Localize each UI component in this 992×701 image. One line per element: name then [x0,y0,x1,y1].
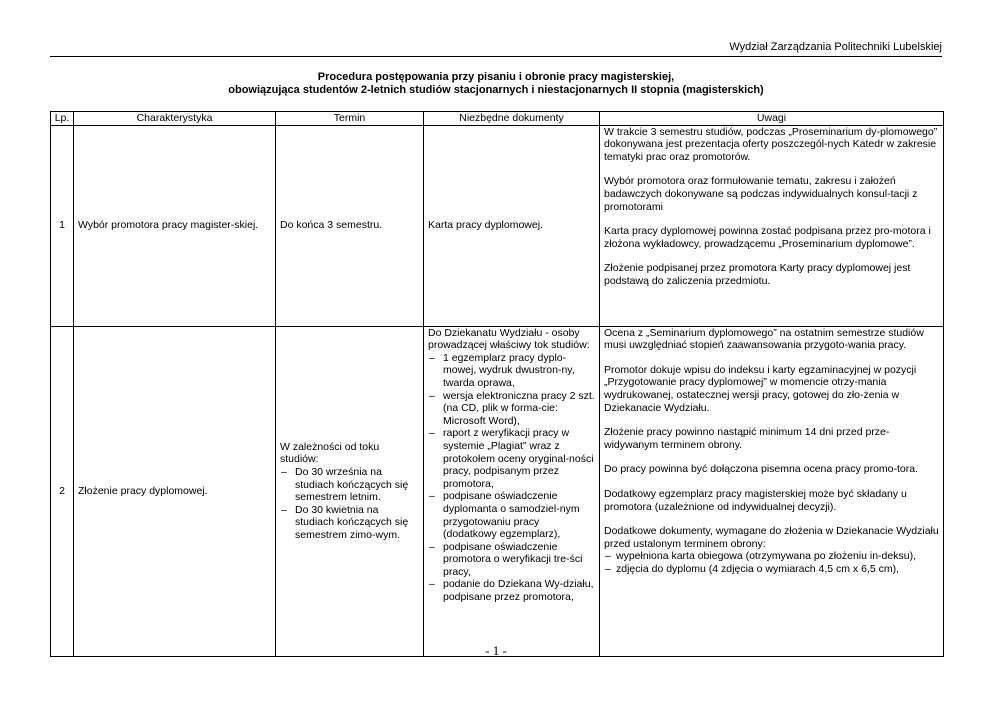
title-line-2: obowiązująca studentów 2-letnich studiów stacjonarnych i niestacjonarnych II stopnia (magisterskich) [228,84,764,96]
row2-uwagi-p5: Dodatkowy egzemplarz pracy magisterskiej może być składany u promotora (uzależnione od indywidualnej decyzji). [604,487,907,513]
row2-uwagi-p1: Ocena z „Seminarium dyplomowego” na ostatnim semestrze studiów musi uwzględniać stopień zaawansowania przygoto-wania pracy. [604,326,924,352]
list-item: – Do 30 września na studiach kończących się semestrem letnim. [280,466,419,504]
list-item: – zdjęcia do dyplomu (4 zdjęcia o wymiarach 4,5 cm x 6,5 cm), [604,563,939,576]
page-header: Wydział Zarządzania Politechniki Lubelskiej [729,41,942,53]
row2-termin [276,326,424,656]
row1-uwagi-p2: Wybór promotora oraz formułowanie tematu, zakresu i założeń badawczych dokonywane są podczas indywidualnych konsul-tacji z promotorami [604,175,918,213]
row2-docs-intro: Do Dziekanatu Wydziału - osoby prowadzącej właściwy tok studiów: [428,326,590,352]
title-line-1: Procedura postępowania przy pisaniu i obronie pracy magisterskiej, [317,71,675,83]
row2-uwagi [600,326,944,656]
list-item: – wersja elektroniczna pracy 2 szt. (na CD, plik w forma-cie: Microsoft Word), [428,390,595,428]
col-header-charakterystyka: Charakterystyka [74,112,276,126]
col-header-uwagi: Uwagi [600,112,944,126]
list-item: – podpisane oświadczenie promotora o weryfikacji tre-ści pracy, [428,541,595,579]
row1-charakterystyka: Wybór promotora pracy magister-skiej. [74,125,276,326]
list-item: – raport z weryfikacji pracy w systemie „Plagiat” wraz z protokołem oceny oryginal-ności pracy, podpisanym przez promotora, [428,427,595,490]
table-header-row [51,112,944,126]
row1-uwagi-p1: W trakcie 3 semestru studiów, podczas „Proseminarium dy-plomowego” dokonywana jest prezentacja oferty poszczegól-nych Katedr w zakresie tematyki prac oraz promotorów. [604,125,938,163]
row2-dokumenty [424,326,600,656]
row2-uwagi-p4: Do pracy powinna być dołączona pisemna ocena pracy promo-tora. [604,463,919,476]
list-item: – Do 30 kwietnia na studiach kończących się semestrem zimo-wym. [280,504,419,542]
table-row [51,326,944,656]
col-header-termin: Termin [276,112,424,126]
list-item: – 1 egzemplarz pracy dyplo-mowej, wydruk dwustron-ny, twarda oprawa, [428,352,595,390]
row1-termin: Do końca 3 semestru. [276,125,424,326]
row1-uwagi [600,125,944,326]
row1-uwagi-p3: Karta pracy dyplomowej powinna zostać podpisana przez pro-motora i złożona wykładowcy, prowadzącemu „Proseminarium dyplomowe”. [604,225,931,250]
document-title [50,71,942,97]
list-item: – podanie do Dziekana Wy-działu, podpisane przez promotora, [428,578,595,603]
col-header-dokumenty: Niezbędne dokumenty [424,112,600,126]
row2-termin-intro: W zależności od toku studiów: [280,440,380,466]
row1-lp: 1 [51,125,74,326]
header-rule [50,56,942,57]
row1-dokumenty: Karta pracy dyplomowej. [424,125,600,326]
row2-lp: 2 [51,326,74,656]
table-row [51,125,944,326]
list-item: – podpisane oświadczenie dyplomanta o samodziel-nym przygotowaniu pracy (dodatkowy egzemplarz), [428,490,595,540]
col-header-lp: Lp. [51,112,74,126]
row2-uwagi-p6: Dodatkowe dokumenty, wymagane do złożenia w Dziekanacie Wydziału przed ustalonym terminem obrony: [604,525,939,550]
row2-uwagi-p3: Złożenie pracy powinno nastąpić minimum 14 dni przed prze-widywanym terminem obrony. [604,426,890,451]
row2-uwagi-p2: Promotor dokuje wpisu do indeksu i karty egzaminacyjnej w pozycji „Przygotowanie pracy dyplomowej” w momencie otrzy-mania wydrukowanej, ostatecznej wersji pracy, gotowej do zło-żenia w Dziekanacie Wydziału. [604,363,917,414]
page-number: - 1 - [485,643,507,658]
row2-charakterystyka: Złożenie pracy dyplomowej. [74,326,276,656]
row1-uwagi-p4: Złożenie podpisanej przez promotora Karty pracy dyplomowej jest podstawą do zaliczenia przedmiotu. [604,262,911,287]
list-item: – wypełniona karta obiegowa (otrzymywana po złożeniu in-deksu), [604,550,939,563]
procedure-table [50,111,944,657]
